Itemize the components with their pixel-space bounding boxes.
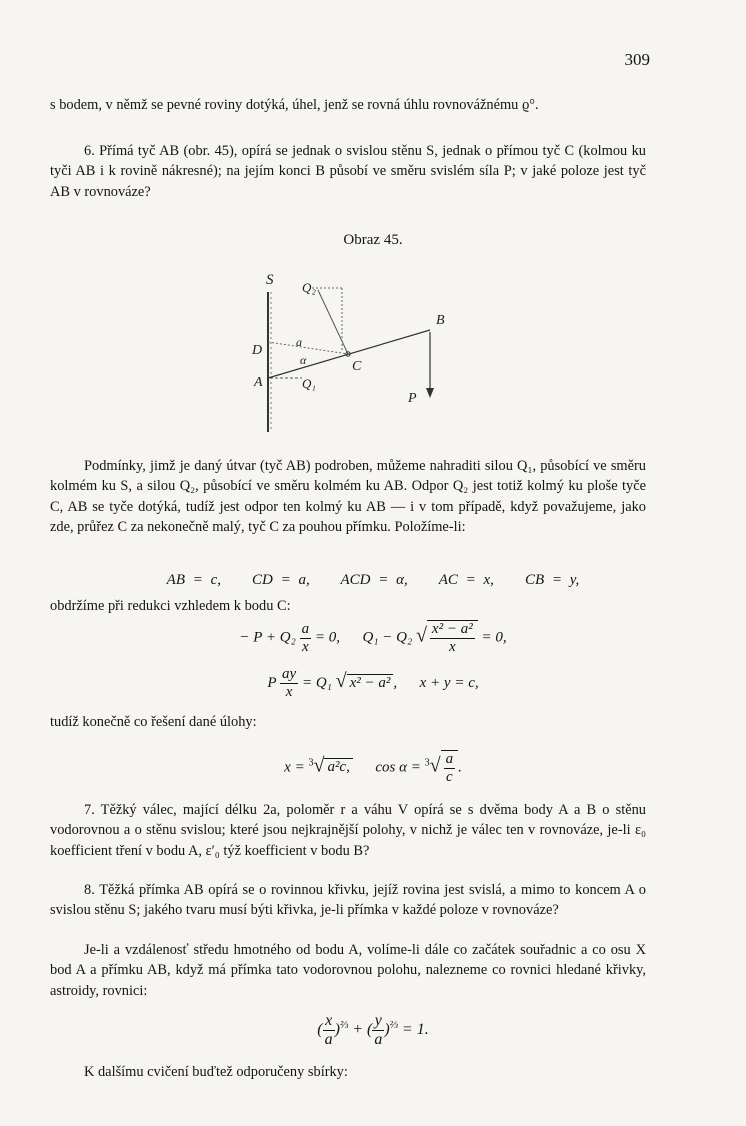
eq1-root-fraction bbox=[427, 620, 478, 656]
def-cd: CD = a, bbox=[252, 572, 310, 588]
eq4-n1: x bbox=[323, 1012, 335, 1031]
eq1-right: Q₁ − Q₂ bbox=[362, 629, 413, 646]
intro-paragraph bbox=[50, 95, 646, 115]
eq2-sum: x + y = c, bbox=[419, 674, 479, 691]
eq1-fraction bbox=[300, 621, 312, 656]
page-number: 309 bbox=[624, 50, 650, 69]
definitions-line bbox=[0, 572, 746, 589]
eq3-root: a²c, bbox=[324, 758, 352, 776]
label-Q2: Q₂ bbox=[302, 280, 316, 295]
conditions-text: Podmínky, jimž je daný útvar (tyč AB) podroben, můžeme nahraditi silou Q₁, působící ve směru kolmém ku S, a silou Q₂, působící ve směru kolmém ku AB. Odpor Q₂ jest totiž kolmý ku ploše tyče C, AB se tyče dotýká, tudíž jest odpor ten kolmý ku AB — i v tom případě, když považujeme, jako zde, průřez C za nekonečně malý, tyč C za pouhou přímku. Položíme-li: bbox=[50, 458, 646, 536]
problem-6-text: 6. Přímá tyč AB (obr. 45), opírá se jednak o svislou stěnu S, jednak o přímou tyč C (kolmou ku tyči AB i k rovině nákresné); na jejím konci B působí ve směru svislém síla P; v jaké poloze jest tyč AB v rovnováze? bbox=[50, 143, 646, 200]
sqrt-sign: √ bbox=[313, 754, 325, 777]
eq4-frac-2 bbox=[372, 1012, 384, 1049]
answer-8-text: Je-li a vzdálenosť středu hmotného od bodu A, volíme-li dále co začátek souřadnic a co osu X bod A a přímku AB, když má přímka tato vodorovnou polohu, nalezneme co rovnici hledané křivky, astroidy, rovnici: bbox=[50, 942, 646, 999]
figure-45 bbox=[240, 262, 460, 442]
equation-1 bbox=[0, 620, 746, 656]
intro-text: s bodem, v němž se pevné roviny dotýká, úhel, jenž se rovná úhlu rovnovážnému ϱ°. bbox=[50, 97, 539, 113]
equation-astroid: ( $\frac{x}{a}$ )$^{\frac{2}{3}}$ + ( $\frac{y}{a}$ )$^{\frac{2}{3}}$ = 1. bbox=[317, 1012, 429, 1048]
final-line bbox=[50, 1062, 646, 1082]
label-D: D bbox=[252, 343, 263, 358]
eq1-root-den: x bbox=[448, 639, 456, 655]
eq4-plus: + bbox=[352, 1021, 363, 1039]
problem-7 bbox=[50, 800, 646, 861]
conditions-paragraph bbox=[50, 456, 646, 538]
eq4-n2: y bbox=[372, 1012, 384, 1031]
def-acd: ACD = α, bbox=[340, 572, 408, 588]
final-text: K dalšímu cvičení buďtež odporučeny sbírky: bbox=[84, 1064, 348, 1080]
eq4-d1: a bbox=[324, 1031, 333, 1048]
eq3-den: c bbox=[445, 769, 453, 785]
label-B: B bbox=[436, 313, 445, 328]
sqrt-sign: √ bbox=[415, 624, 427, 647]
reduction-text: obdržíme při redukci vzhledem k bodu C: bbox=[50, 598, 291, 614]
eq3-fraction bbox=[441, 750, 459, 786]
eq4-exp-2: ⅔ bbox=[389, 1018, 398, 1031]
eq1-left: − P + Q₂ bbox=[239, 629, 296, 646]
problem-8-text: 8. Těžká přímka AB opírá se o rovinnou křivku, jejíž rovina jest svislá, a mimo to koncem A o svislou stěnu S; jakého tvaru musí býti křivka, je-li přímka v každé poloze v rovnováze? bbox=[50, 882, 646, 919]
label-a: a bbox=[296, 335, 302, 349]
figure-caption: Obraz 45. bbox=[343, 232, 403, 248]
eq3-cos: cos α = bbox=[375, 759, 421, 776]
eq3-index-2: 3 bbox=[424, 757, 430, 769]
label-Q1: Q₁ bbox=[302, 376, 316, 391]
rod-AB bbox=[268, 330, 430, 378]
problem-8 bbox=[50, 880, 646, 921]
problem-6 bbox=[50, 141, 646, 202]
label-S: S bbox=[266, 272, 274, 288]
eq4-d2: a bbox=[374, 1031, 383, 1048]
label-A: A bbox=[254, 375, 263, 390]
eq2-num: ay bbox=[282, 666, 297, 682]
label-P: P bbox=[408, 391, 417, 406]
eq4-equals: = 1. bbox=[401, 1021, 429, 1039]
eq3-index: 3 bbox=[308, 757, 314, 769]
eq1-num: a bbox=[301, 620, 310, 637]
eq3-dot: . bbox=[458, 759, 462, 776]
equation-3 bbox=[0, 750, 746, 786]
eq2-fraction bbox=[280, 666, 298, 701]
eq4-frac-1 bbox=[323, 1012, 335, 1049]
equation-2 bbox=[0, 666, 746, 701]
force-P-arrow bbox=[426, 388, 434, 398]
eq1-root-num: x² − a² bbox=[431, 621, 473, 637]
def-ab: AB = c, bbox=[166, 572, 222, 588]
label-alpha: α bbox=[300, 353, 307, 367]
eq2-den: x bbox=[285, 684, 293, 700]
eq4-exp-1: ⅔ bbox=[339, 1018, 349, 1031]
q2-line bbox=[318, 290, 348, 354]
finally-line bbox=[50, 712, 646, 732]
eq2-left: P bbox=[267, 674, 277, 691]
problem-7-text: 7. Těžký válec, mající délku 2a, poloměr r a váhu V opírá se s dvěma body A a B o stěnu vodorovnou a o stěnu svislou; které jsou nejkrajnější polohy, v nichž je válec ten v rovnováze, je-li ε₀ koefficient tření v bodu A, ε′₀ týž koefficient v bodu B? bbox=[50, 802, 646, 859]
reduction-line bbox=[50, 596, 646, 616]
sqrt-sign: √ bbox=[335, 669, 347, 692]
def-cb: CB = y, bbox=[524, 572, 580, 588]
def-ac: AC = x, bbox=[438, 572, 494, 588]
eq2-mid: = Q₁ bbox=[301, 674, 332, 691]
sqrt-sign: √ bbox=[429, 754, 441, 777]
eq3-num: a bbox=[445, 751, 454, 767]
eq3-x: x = bbox=[284, 759, 305, 776]
eq1-end: = 0, bbox=[481, 629, 507, 646]
dotted-CD bbox=[268, 342, 348, 354]
eq2-comma: , bbox=[393, 674, 398, 691]
label-C: C bbox=[352, 359, 362, 374]
answer-8 bbox=[50, 940, 646, 1001]
finally-text: tudíž konečně co řešení dané úlohy: bbox=[50, 714, 257, 730]
eq1-den: x bbox=[302, 638, 309, 655]
eq2-root: x² − a² bbox=[347, 674, 394, 692]
eq1-eq: = 0, bbox=[314, 629, 340, 646]
